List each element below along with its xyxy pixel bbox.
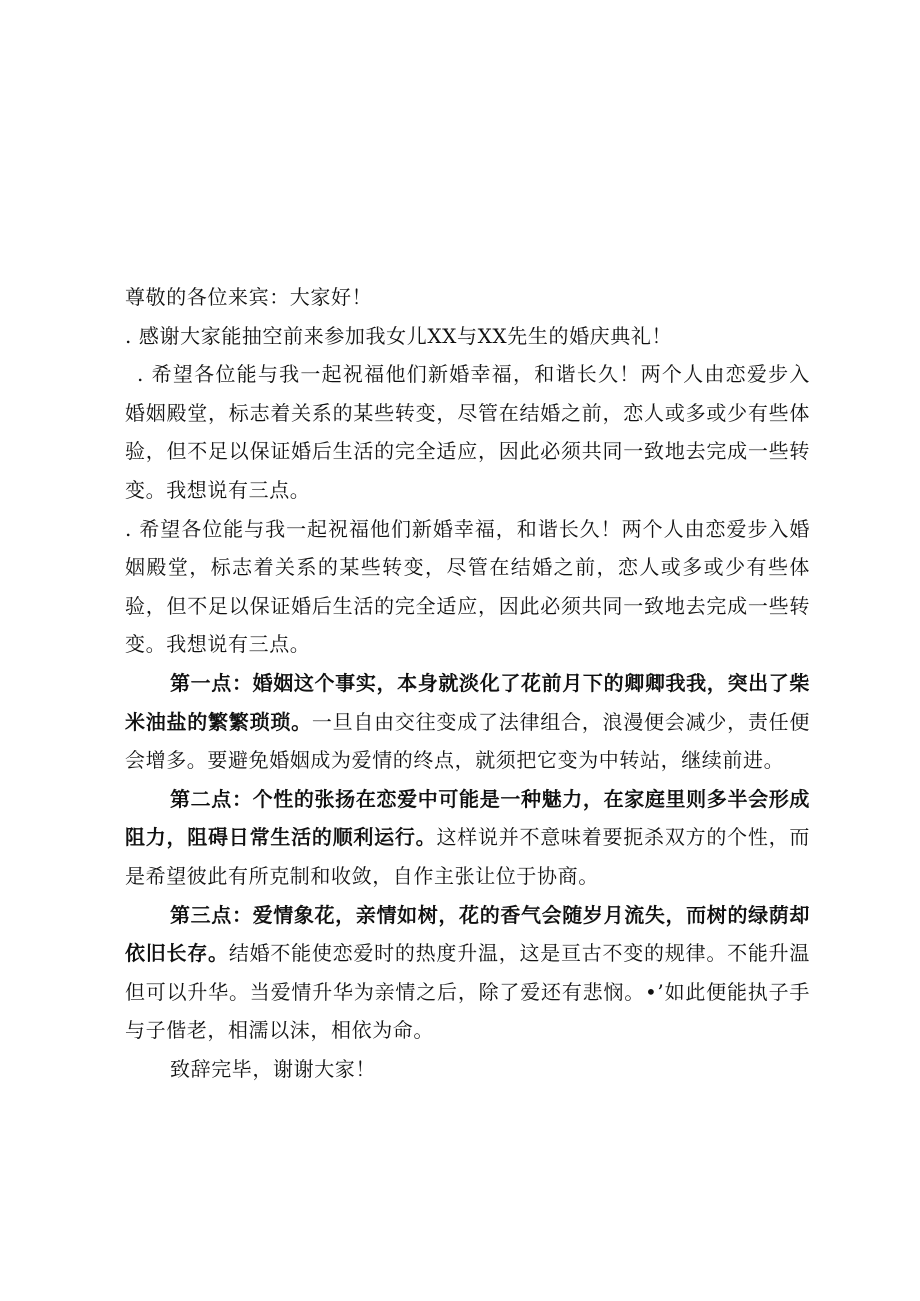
point-1-text: 一旦自由交往变成了法律组合，浪漫便会减少，责任便会增多。要避免婚姻成为爱情的终点，就须把它变为中转站，继续前进。: [125, 709, 810, 773]
greeting-line: 尊敬的各位来宾：大家好！: [125, 285, 373, 309]
point-3-paragraph: [125, 896, 810, 1050]
point-3-heading: 第三点：爱情象花，亲情如树，花的香气会随岁月流失，而树的绿荫却依旧长存。: [125, 902, 810, 966]
wish-paragraph-1: . 希望各位能与我一起祝福他们新婚幸福，和谐长久！两个人由恋爱步入婚姻殿堂，标志着关系的某些转变，尽管在结婚之前，恋人或多或少有些体验，但不足以保证婚后生活的完全适应，因此必须共同一致地去完成一些转变。我想说有三点。: [125, 362, 810, 502]
closing-line: 致辞完毕，谢谢大家！: [170, 1056, 376, 1081]
speech-body: [125, 278, 810, 1088]
point-1-heading: 第一点：婚姻这个事实，本身就淡化了花前月下的卿卿我我，突出了柴米油盐的繁繁琐琐。: [125, 670, 810, 734]
point-1-paragraph: [125, 664, 810, 780]
point-2-paragraph: [125, 780, 810, 896]
point-2-heading: 第二点：个性的张扬在恋爱中可能是一种魅力，在家庭里则多半会形成阻力，阻碍日常生活的顺利运行。: [125, 786, 810, 850]
thanks-line: . 感谢大家能抽空前来参加我女儿XX与XX先生的婚庆典礼！: [125, 323, 673, 348]
wish-paragraph-2: . 希望各位能与我一起祝福他们新婚幸福，和谐长久！两个人由恋爱步入婚姻殿堂，标志着关系的某些转变，尽管在结婚之前，恋人或多或少有些体验，但不足以保证婚后生活的完全适应，因此必须共同一致地去完成一些转变。我想说有三点。: [125, 516, 810, 657]
point-2-text: 这样说并不意味着要扼杀双方的个性，而是希望彼此有所克制和收敛，自作主张让位于协商。: [125, 825, 810, 888]
point-3-text: 结婚不能使恋爱时的热度升温，这是亘古不变的规律。不能升温但可以升华。当爱情升华为亲情之后，除了爱还有悲悯。•’如此便能执子手与子偕老，相濡以沫，相依为命。: [125, 941, 810, 1043]
